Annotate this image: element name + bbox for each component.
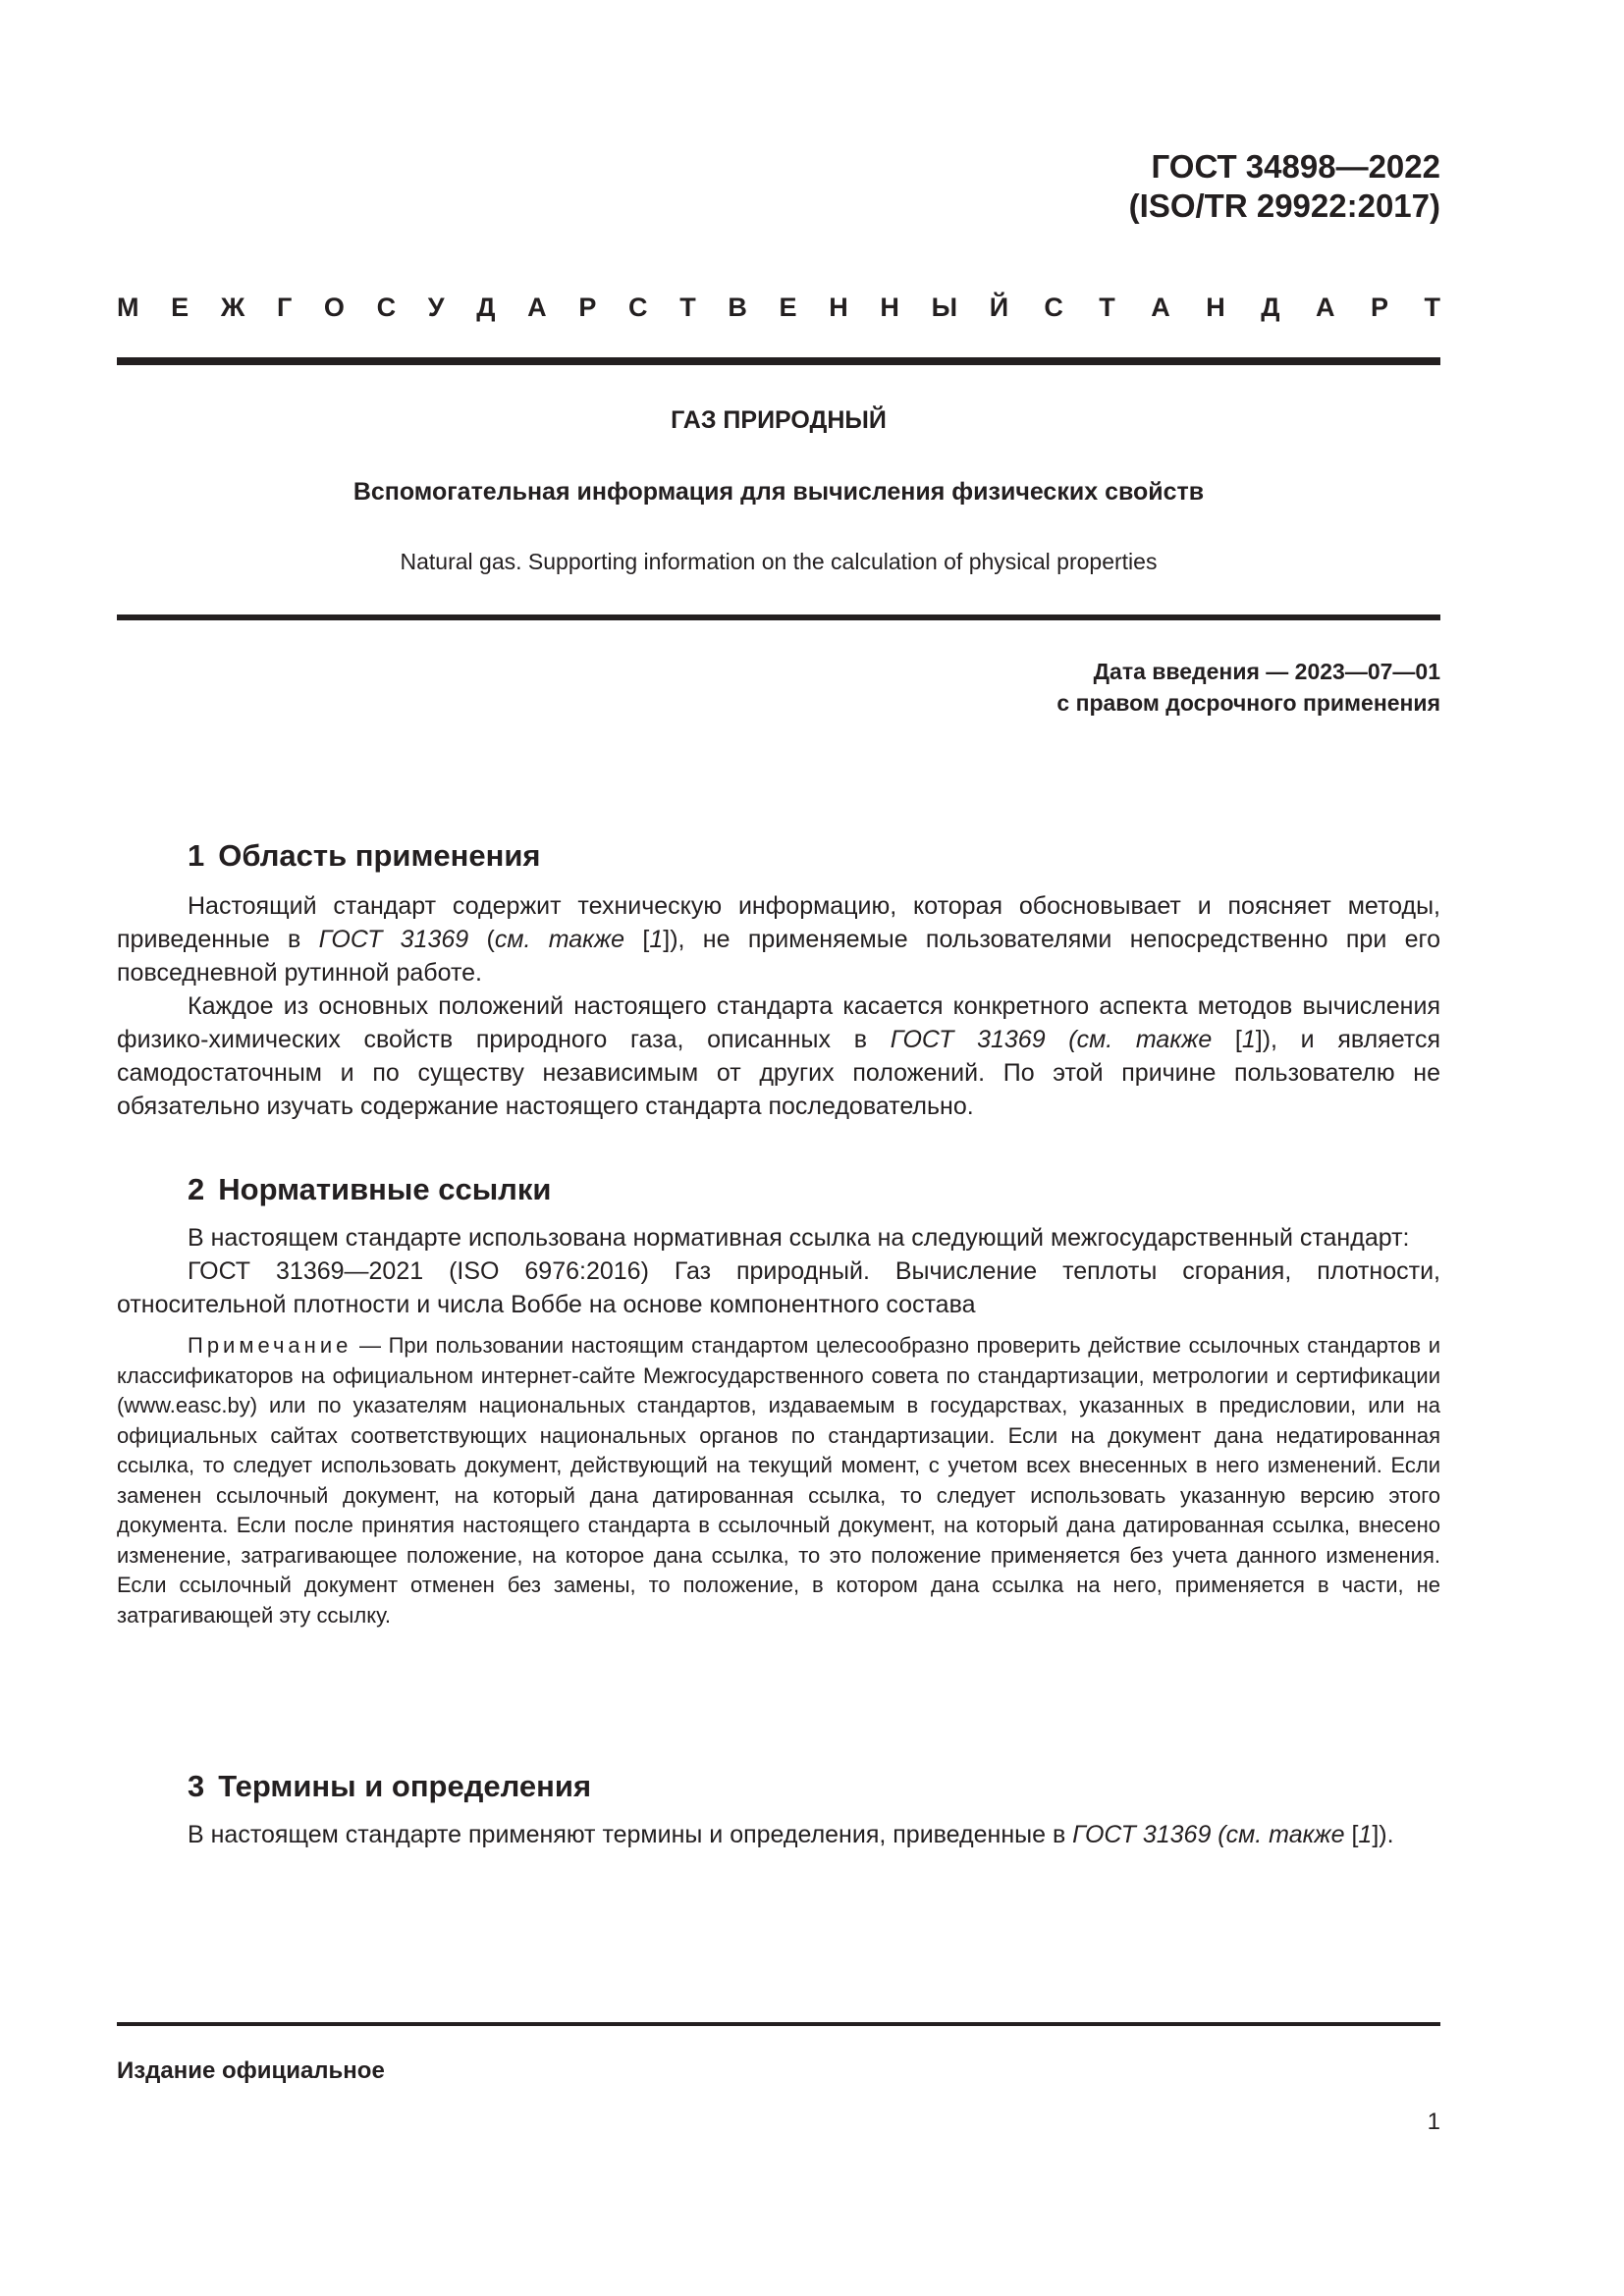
- footer-rule: [117, 2022, 1440, 2026]
- introduction-date: Дата введения — 2023—07—01: [1093, 659, 1440, 684]
- paragraph: В настоящем стандарте использована нормативная ссылка на следующий межгосударственный стандарт:: [188, 1224, 1410, 1252]
- standard-number: ГОСТ 34898—2022: [1151, 148, 1440, 185]
- banner-word-standard: С Т А Н Д А Р Т: [1044, 293, 1440, 322]
- note-label: Примечание: [188, 1333, 352, 1358]
- standard-banner: [117, 291, 1440, 324]
- bibliography-citation: 1: [649, 926, 664, 953]
- section-title: Нормативные ссылки: [218, 1172, 552, 1206]
- section-title: Область применения: [218, 838, 541, 873]
- section-number: 1: [188, 838, 205, 873]
- standard-reference: ГОСТ 31369: [318, 926, 469, 953]
- title-rule: [117, 614, 1440, 620]
- standard-designation: [1129, 147, 1440, 226]
- section-heading: [117, 836, 1440, 876]
- document-title: ГАЗ ПРИРОДНЫЙ: [671, 406, 887, 434]
- note: [117, 1331, 1440, 1630]
- iso-number: (ISO/TR 29922:2017): [1128, 187, 1440, 224]
- paragraph: Каждое из основных положений настоящего стандарта касается конкретного аспекта методов вычисления физико-химических свойств природного газа, описанных в ГОСТ 31369 (см. также [1]), и является самодостаточным и по существу независимым от других положений. По этой причине пользователю не обязательно изучать содержание настоящего стандарта последовательно.: [117, 992, 1440, 1120]
- section-number: 3: [188, 1769, 205, 1803]
- section-terms-definitions: [117, 1767, 1440, 1851]
- section-normative-references: [117, 1170, 1440, 1630]
- section-number: 2: [188, 1172, 205, 1206]
- section-title: Термины и определения: [218, 1769, 592, 1803]
- document-subtitle: Вспомогательная информация для вычисления физических свойств: [352, 478, 1205, 506]
- bibliography-citation: 1: [1241, 1026, 1256, 1053]
- section-heading: [117, 1767, 1440, 1806]
- standard-reference: ГОСТ 31369 (см. также: [1072, 1821, 1345, 1848]
- paragraph: Настоящий стандарт содержит техническую информацию, которая обосновывает и поясняет методы, приведенные в ГОСТ 31369 (см. также [1]), не применяемые пользователями непосредственно при его повседневной рутинной работе.: [117, 892, 1440, 987]
- paragraph: В настоящем стандарте применяют термины и определения, приведенные в ГОСТ 31369 (см. также [1]).: [188, 1821, 1394, 1848]
- early-application-note: с правом досрочного применения: [1056, 690, 1440, 716]
- bibliography-citation: 1: [1358, 1821, 1373, 1848]
- header-rule: [117, 357, 1440, 365]
- section-scope: [117, 836, 1440, 1123]
- page-number: 1: [1427, 2109, 1440, 2135]
- normative-reference-entry: ГОСТ 31369—2021 (ISO 6976:2016) Газ природный. Вычисление теплоты сгорания, плотности, относительной плотности и числа Воббе на основе компонентного состава: [117, 1257, 1440, 1318]
- note-text: — При пользовании настоящим стандартом целесообразно проверить действие ссылочных стандартов и классификаторов на официальном интернет-сайте Межгосударственного совета по стандартизации, метрологии и сертификации (www.easc.by) или по указателям национальных стандартов, издаваемым в государствах, указанных в предисловии, или на официальных сайтах соответствующих национальных органов по стандартизации. Если на документ дана недатированная ссылка, то следует использовать документ, действующий на текущий момент, с учетом всех внесенных в него изменений. Если заменен ссылочный документ, на который дана датированная ссылка, то следует использовать указанную версию этого документа. Если после принятия настоящего стандарта в ссылочный документ, на который дана датированная ссылка, внесено изменение, затрагивающее положение, на которое дана ссылка, то это положение применяется без учета данного изменения. Если ссылочный документ отменен без замены, то положение, в котором дана ссылка на него, применяется в части, не затрагивающей эту ссылку.: [117, 1333, 1440, 1628]
- introduction-date-block: [1056, 656, 1440, 719]
- section-heading: [117, 1170, 1440, 1209]
- banner-word-interstate: М Е Ж Г О С У Д А Р С Т В Е Н Н Ы Й: [117, 293, 1009, 322]
- official-edition-label: Издание официальное: [117, 2057, 385, 2084]
- standard-reference: ГОСТ 31369 (см. также: [890, 1026, 1213, 1053]
- english-title: Natural gas. Supporting information on the calculation of physical properties: [400, 549, 1158, 574]
